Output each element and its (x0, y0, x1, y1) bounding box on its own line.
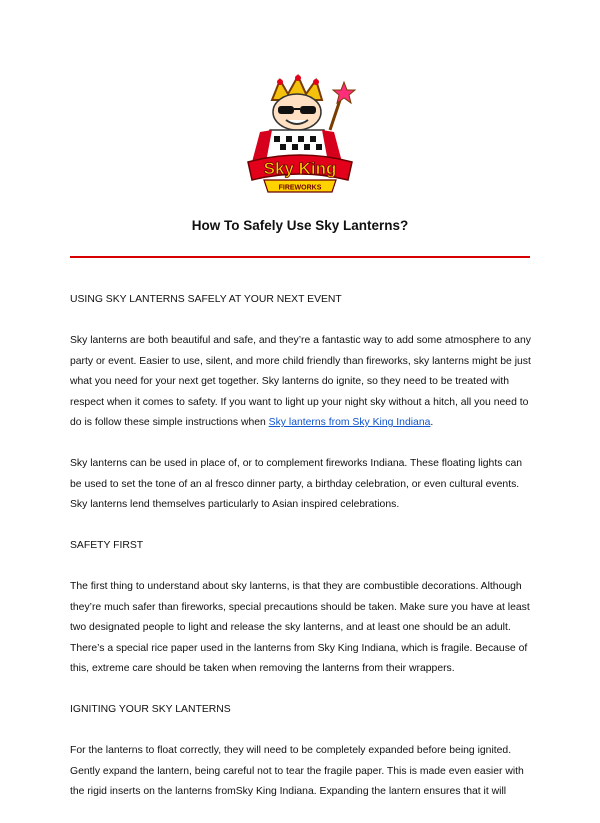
page-title: How To Safely Use Sky Lanterns? (191, 218, 409, 233)
paragraph-intro-1-end: . (430, 417, 434, 428)
paragraph-intro-2: Sky lanterns can be used in place of, or to complement fireworks Indiana. These floating lights can be used to set the tone of an al fresco dinner party, a birthday celebration, or even cultural events. Sky lanterns lend themselves particularly to Asian inspired celebrations. (70, 458, 523, 510)
paragraph-safety-1: The first thing to understand about sky lanterns, is that they are combustible decorations. Although they’re much safer than fireworks, special precautions should be taken. Make sure you have at least two designated people to light and release the sky lanterns, and at least one should be an adult. There’s a special rice paper used in the lanterns from Sky King Indiana, which is fragile. Because of this, extreme care should be taken when removing the lanterns from their wrappers. (70, 581, 530, 674)
section-heading-igniting: IGNITING YOUR SKY LANTERNS (70, 704, 231, 715)
section-heading-using: USING SKY LANTERNS SAFELY AT YOUR NEXT EVENT (70, 294, 342, 305)
logo-tagline-text: FIREWORKS (278, 184, 322, 192)
article-body (70, 290, 534, 823)
sky-king-fireworks-logo (242, 74, 358, 196)
paragraph-intro-1-text: Sky lanterns are both beautiful and safe, and they’re a fantastic way to add some atmosphere to any party or event. Easier to use, silent, and more child friendly than fireworks, sky lanterns might be just what you need for your next get together. Sky lanterns do ignite, so they need to be treated with respect when it comes to safety. If you want to light up your night sky without a hitch, all you need to do is follow these simple instructions when (70, 335, 531, 428)
section-heading-safety: SAFETY FIRST (70, 540, 144, 551)
sky-lanterns-link[interactable]: Sky lanterns from Sky King Indiana (268, 417, 431, 428)
logo-brand-text: Sky King (263, 159, 337, 178)
paragraph-igniting-1: For the lanterns to float correctly, they will need to be completely expanded before being ignited. Gently expand the lantern, being careful not to tear the fragile paper. This is made even easier with the rigid inserts on the lanterns fromSky King Indiana. Expanding the lantern ensures that it will (70, 745, 524, 797)
title-divider (70, 256, 530, 258)
paragraph-intro-1 (70, 331, 534, 434)
